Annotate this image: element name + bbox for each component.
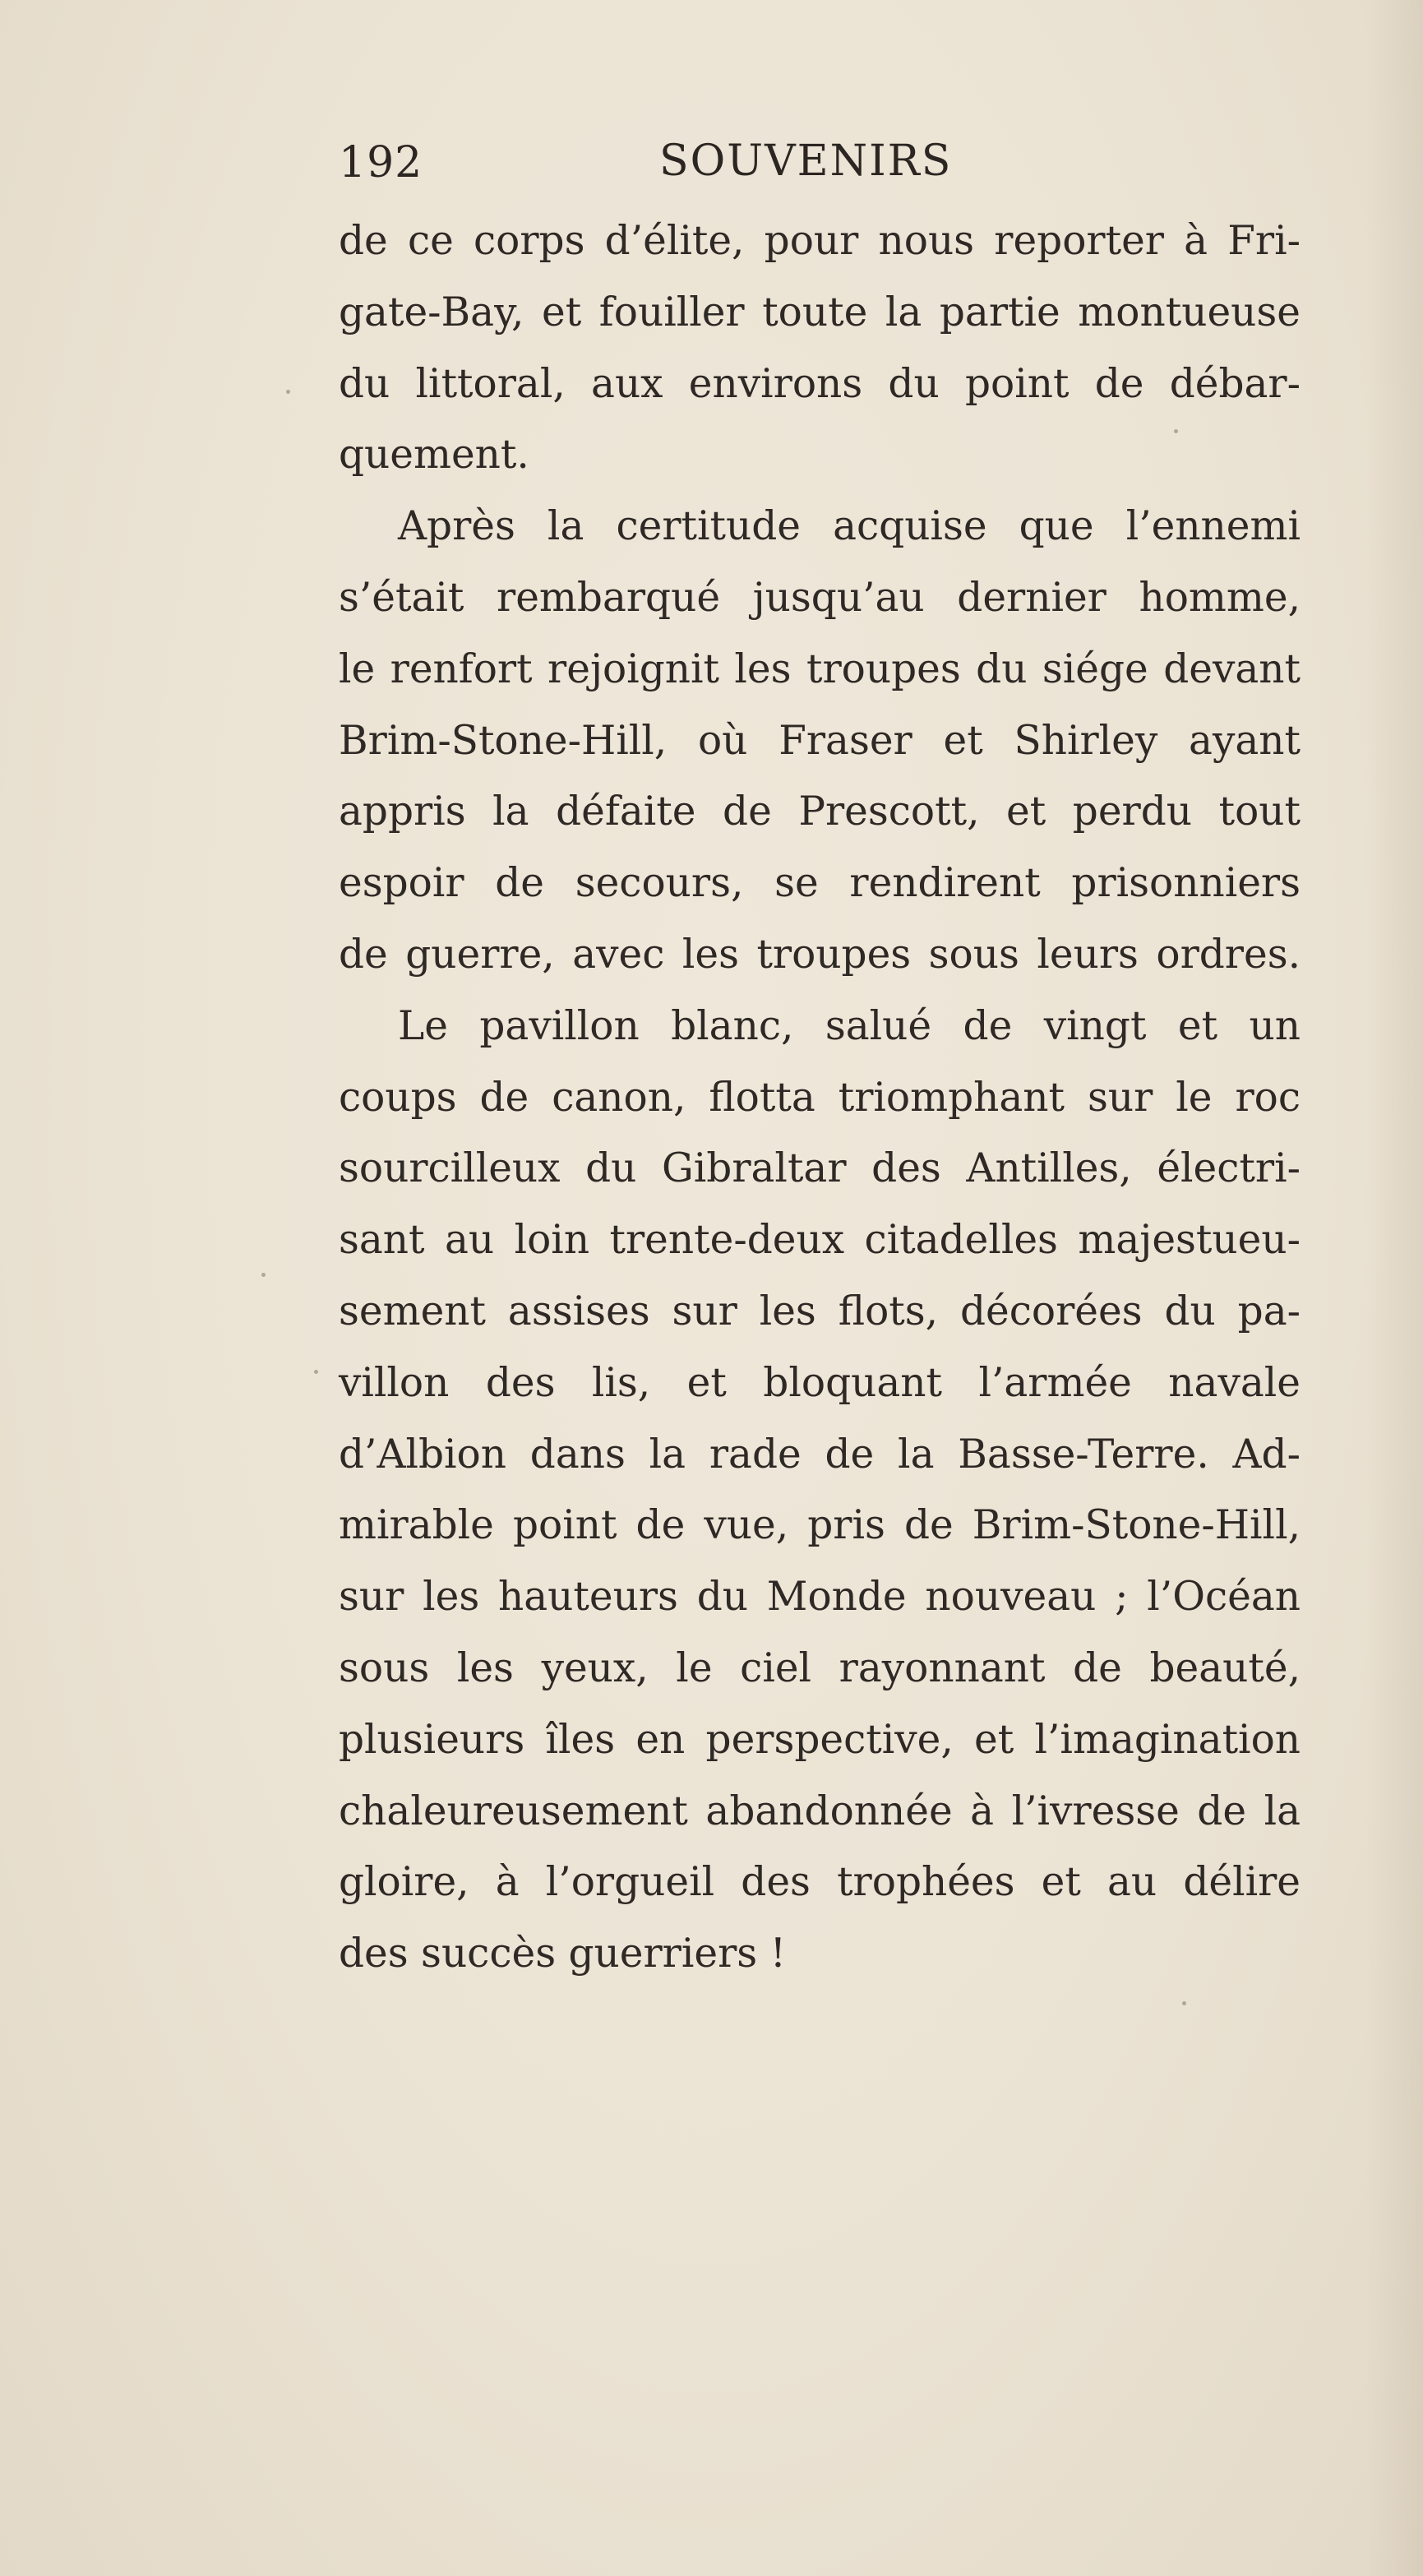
text-line: de guerre, avec les troupes sous leurs ordres.: [339, 931, 1301, 978]
text-line: espoir de secours, se rendirent prisonniers: [339, 860, 1301, 907]
paper-speck: [286, 390, 290, 394]
text-line: appris la défaite de Prescott, et perdu tout: [339, 789, 1301, 835]
text-line: sourcilleux du Gibraltar des Antilles, électri-: [339, 1145, 1301, 1192]
running-head: [339, 123, 1301, 197]
text-line: le renfort rejoignit les troupes du siége devant: [339, 645, 1301, 692]
paper-speck: [261, 1273, 266, 1277]
page-number: 192: [339, 138, 423, 187]
text-line: des succès guerriers !: [339, 1931, 787, 1977]
text-line: coups de canon, flotta triomphant sur le roc: [339, 1074, 1301, 1121]
text-line: quement.: [339, 432, 529, 479]
text-line: Brim-Stone-Hill, où Fraser et Shirley ayant: [339, 717, 1301, 764]
text-line: gate-Bay, et fouiller toute la partie montueuse: [339, 289, 1301, 335]
text-line: sant au loin trente-deux citadelles majestueu-: [339, 1217, 1301, 1264]
body-text: [339, 206, 1301, 1990]
text-line: sement assises sur les flots, décorées du pa-: [339, 1288, 1301, 1334]
text-line: d’Albion dans la rade de la Basse-Terre. Ad-: [339, 1431, 1301, 1478]
paper-speck: [1174, 429, 1178, 433]
text-line: mirable point de vue, pris de Brim-Stone-Hill,: [339, 1502, 1301, 1549]
running-title: SOUVENIRS: [659, 136, 953, 186]
paragraph-start-line: Le pavillon blanc, salué de vingt et un: [398, 1002, 1301, 1049]
text-line: du littoral, aux environs du point de débar-: [339, 360, 1301, 407]
paragraph-start-line: Après la certitude acquise que l’ennemi: [398, 503, 1301, 550]
text-line: sous les yeux, le ciel rayonnant de beauté,: [339, 1644, 1301, 1691]
text-line: plusieurs îles en perspective, et l’imagination: [339, 1716, 1301, 1763]
text-line: sur les hauteurs du Monde nouveau ; l’Océan: [339, 1574, 1301, 1621]
paper-speck: [1182, 2001, 1186, 2005]
text-line: de ce corps d’élite, pour nous reporter à Fri-: [339, 218, 1301, 264]
text-line: gloire, à l’orgueil des trophées et au délire: [339, 1859, 1301, 1906]
paper-speck: [314, 1370, 318, 1374]
text-line: chaleureusement abandonnée à l’ivresse de la: [339, 1787, 1301, 1834]
text-line: villon des lis, et bloquant l’armée navale: [339, 1359, 1301, 1406]
text-line: s’était rembarqué jusqu’au dernier homme,: [339, 574, 1301, 621]
